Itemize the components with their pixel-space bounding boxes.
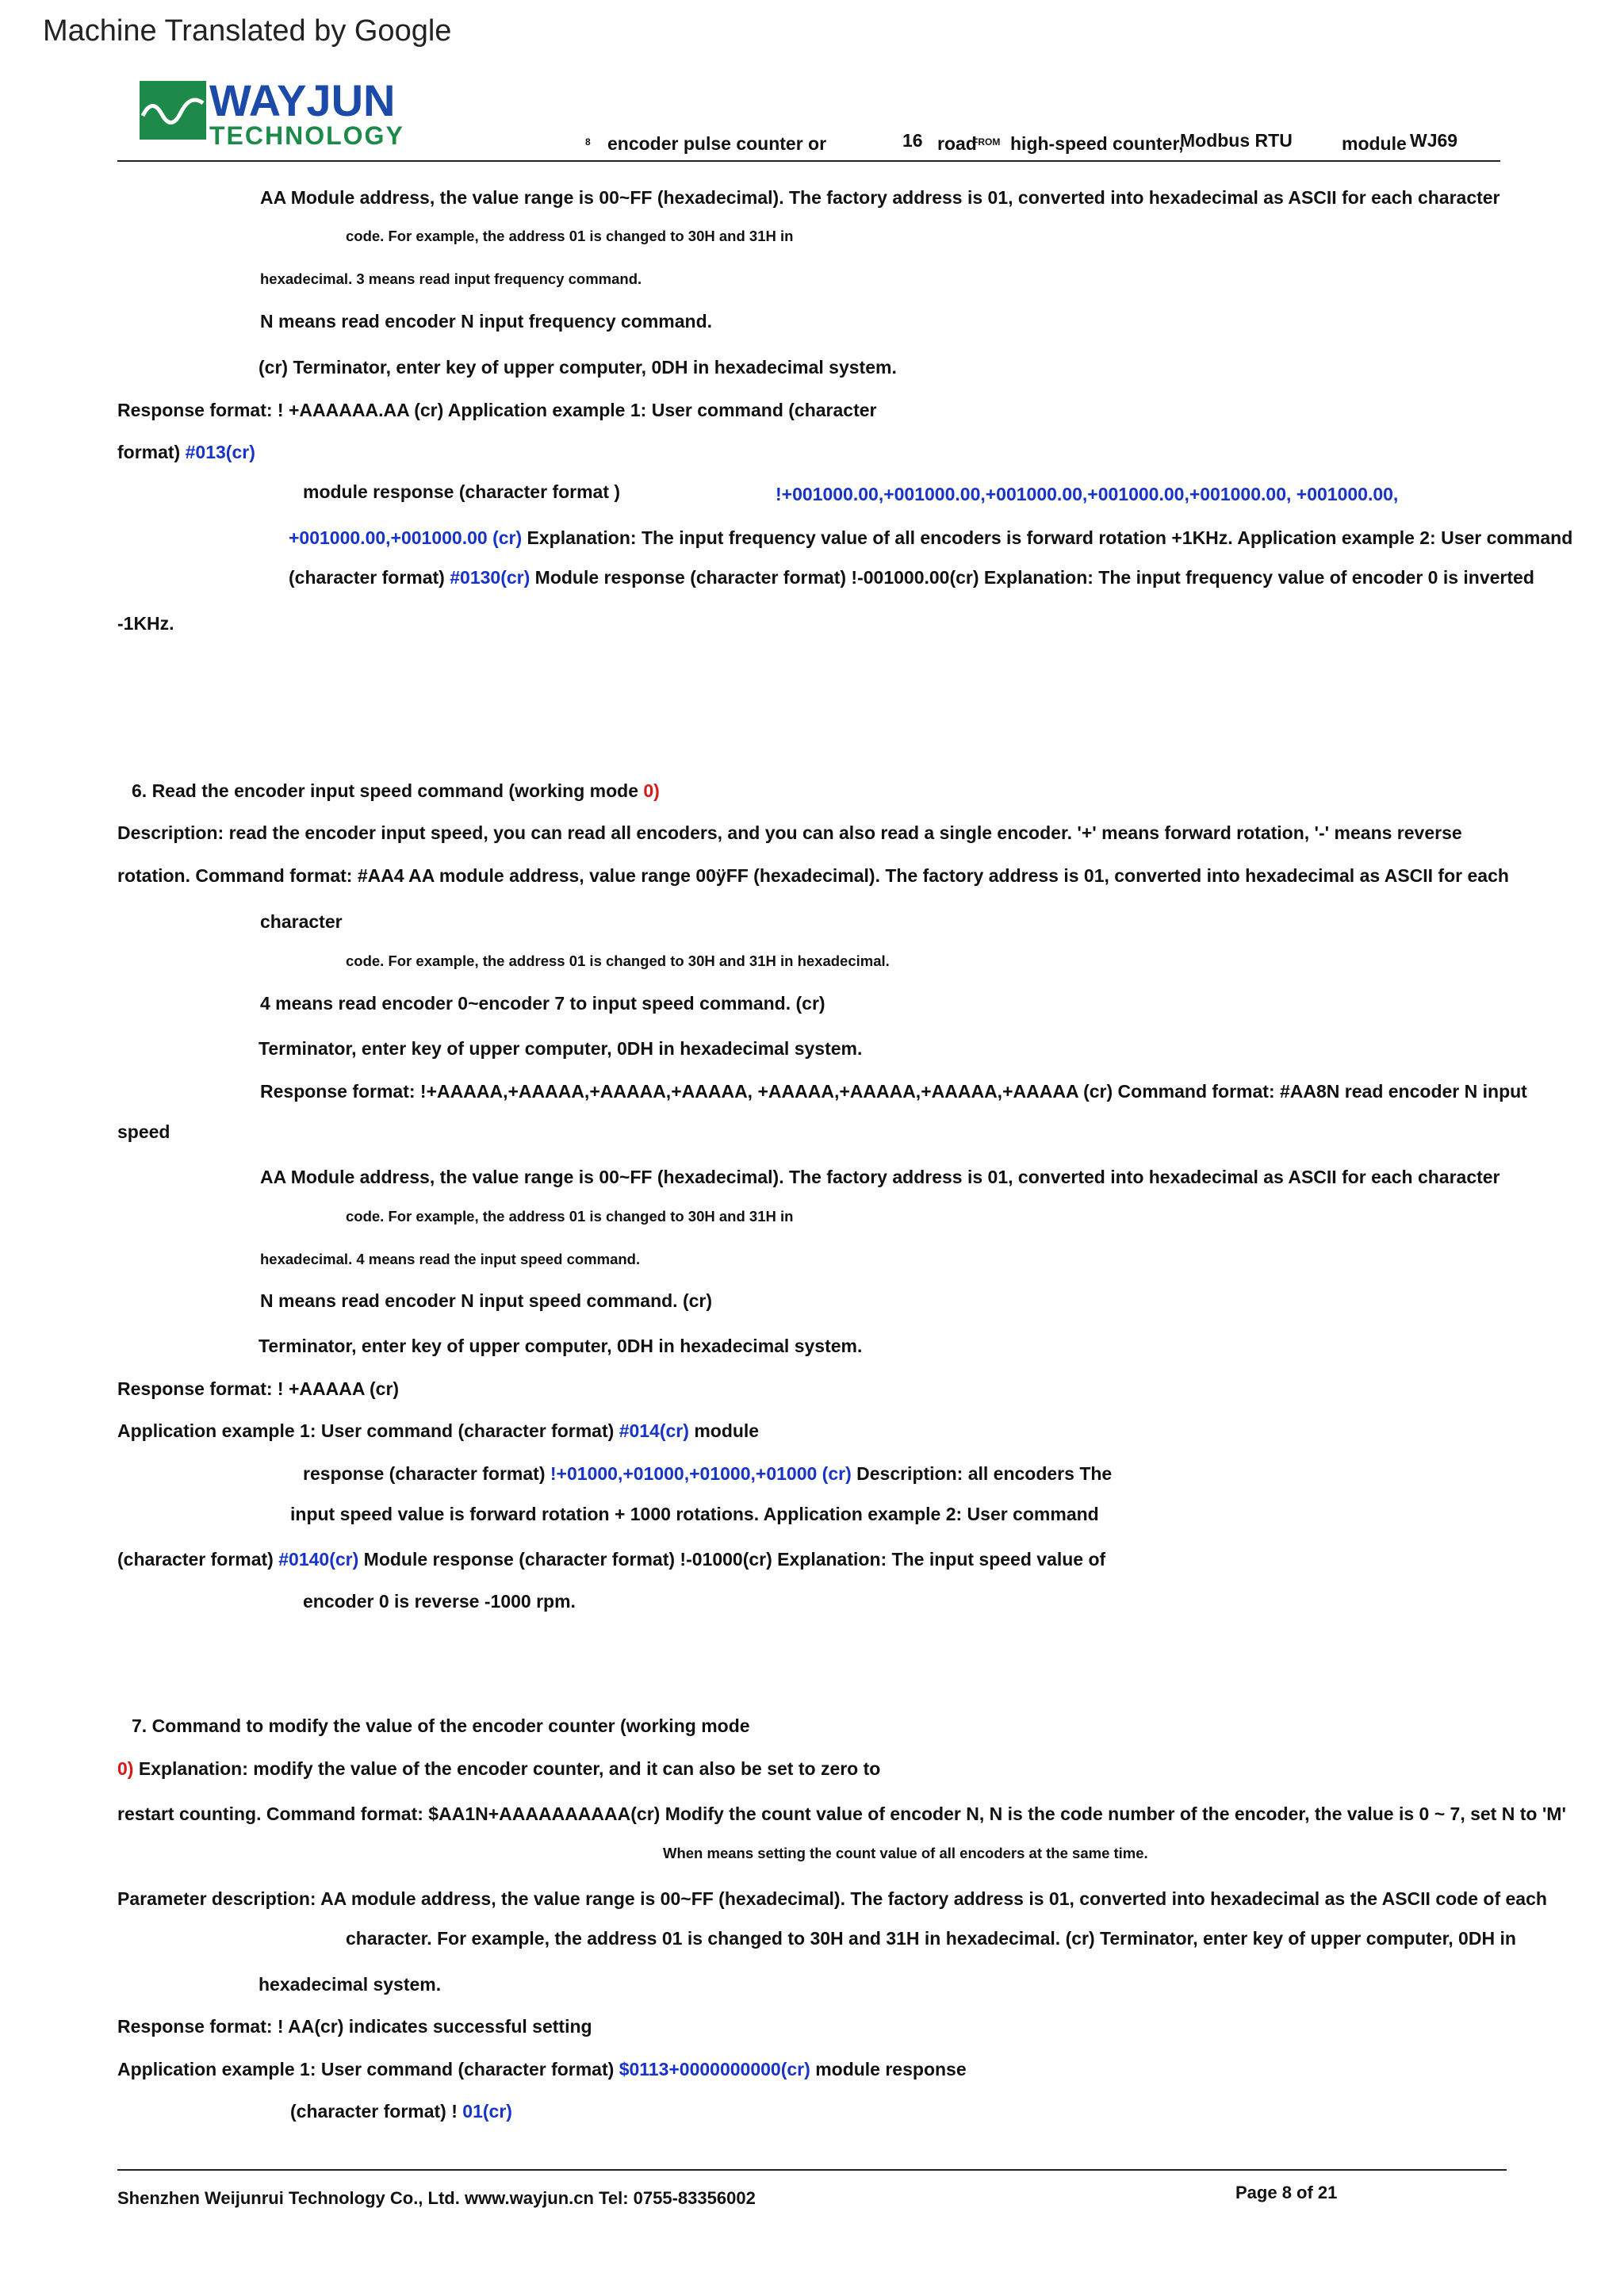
logo-name: WAYJUN [209,75,396,125]
logo-tagline: TECHNOLOGY [209,121,404,150]
text-line: Application example 1: User command (character format) $0113+0000000000(cr) module response [117,2059,967,2079]
text-line: Response format: ! +AAAAAA.AA (cr) Application example 1: User command (character [117,400,877,420]
text-line: input speed value is forward rotation + 1000 rotations. Application example 2: User command [290,1504,1099,1524]
text-line: code. For example, the address 01 is changed to 30H and 31H in hexadecimal. [346,953,890,969]
text-line: encoder 0 is reverse -1000 rpm. [303,1591,576,1612]
text-line: AA Module address, the value range is 00~FF (hexadecimal). The factory address is 01, converted into hexadecimal as ASCII for each character [260,1167,1500,1187]
section-heading: 6. Read the encoder input speed command (working mode 0) [132,780,660,801]
header-part: module [1342,133,1407,154]
text-line: speed [117,1121,170,1142]
text-line: code. For example, the address 01 is changed to 30H and 31H in [346,1208,794,1225]
footer-company: Shenzhen Weijunrui Technology Co., Ltd. www.wayjun.cn Tel: 0755-83356002 [117,2188,756,2208]
text-line: (character format) #0140(cr) Module response (character format) !-01000(cr) Explanation: The input speed value of [117,1549,1106,1570]
text-line: hexadecimal system. [259,1974,442,1995]
header-part: 16 [902,130,923,151]
footer-rule [117,2169,1507,2171]
text-line: 0) Explanation: modify the value of the encoder counter, and it can also be set to zero to [117,1758,881,1779]
text-line: +001000.00,+001000.00 (cr) Explanation: The input frequency value of all encoders is forward rotation +1KHz. Application example 2: User command [289,527,1573,548]
header-part: 8 [585,136,591,148]
header-part: high-speed counter, [1010,133,1184,154]
header-part: FROM [972,136,1001,148]
text-line: Parameter description: AA module address, the value range is 00~FF (hexadecimal). The factory address is 01, converted into hexadecimal as the ASCII code of each [117,1888,1547,1909]
header-rule [117,160,1500,162]
text-line: Description: read the encoder input speed, you can read all encoders, and you can also read a single encoder. '+' means forward rotation, '-' means reverse [117,822,1462,843]
header-part: WJ69 [1410,130,1458,151]
text-line: Response format: ! +AAAAA (cr) [117,1378,400,1399]
text-line: rotation. Command format: #AA4 AA module address, value range 00ÿFF (hexadecimal). The factory address is 01, converted into hexadecimal as ASCII for each [117,865,1509,886]
text-line: character [260,911,343,932]
section-heading: 7. Command to modify the value of the encoder counter (working mode [132,1715,750,1736]
text-line: response (character format) !+01000,+01000,+01000,+01000 (cr) Description: all encoders The [303,1463,1113,1484]
text-line: Terminator, enter key of upper computer, 0DH in hexadecimal system. [259,1038,863,1059]
header-part: Modbus RTU [1180,130,1293,151]
wayjun-logo [136,70,404,155]
text-line: -1KHz. [117,613,174,634]
text-line: code. For example, the address 01 is changed to 30H and 31H in [346,228,794,244]
header-part: road [937,133,977,154]
logo-graphic [136,70,404,155]
text-line: module response (character format ) [303,481,621,502]
text-line: hexadecimal. 3 means read input frequency command. [260,270,642,287]
text-line: Response format: ! AA(cr) indicates successful setting [117,2016,592,2037]
text-line: Application example 1: User command (character format) #014(cr) module [117,1420,760,1441]
machine-translated-banner: Machine Translated by Google [43,14,452,48]
text-line: !+001000.00,+001000.00,+001000.00,+001000.00,+001000.00, +001000.00, [776,484,1399,504]
text-line: format) #013(cr) [117,442,255,462]
text-line: hexadecimal. 4 means read the input speed command. [260,1251,641,1267]
text-line: N means read encoder N input frequency command. [260,311,713,332]
text-line: character. For example, the address 01 is changed to 30H and 31H in hexadecimal. (cr) Terminator, enter key of upper computer, 0DH in [346,1928,1516,1949]
text-line: AA Module address, the value range is 00~FF (hexadecimal). The factory address is 01, converted into hexadecimal as ASCII for each character [260,187,1500,208]
page-number: Page 8 of 21 [1235,2183,1338,2202]
text-line: (character format) #0130(cr) Module response (character format) !-001000.00(cr) Explanation: The input frequency value of encoder 0 is inverted [289,567,1534,588]
text-line: Response format: !+AAAAA,+AAAAA,+AAAAA,+AAAAA, +AAAAA,+AAAAA,+AAAAA,+AAAAA (cr) Command format: #AA8N read encoder N input [260,1081,1527,1102]
text-line: (character format) ! 01(cr) [290,2101,512,2122]
text-line: Terminator, enter key of upper computer, 0DH in hexadecimal system. [259,1336,863,1356]
text-line: 4 means read encoder 0~encoder 7 to input speed command. (cr) [260,993,825,1014]
header-part: encoder pulse counter or [607,133,827,154]
text-line: N means read encoder N input speed command. (cr) [260,1290,713,1311]
text-line: restart counting. Command format: $AA1N+AAAAAAAAAA(cr) Modify the count value of encoder N, N is the code number of the encoder, the value is 0 ~ 7, set N to 'M' [117,1803,1566,1824]
text-line: When means setting the count value of all encoders at the same time. [663,1845,1148,1861]
text-line: (cr) Terminator, enter key of upper computer, 0DH in hexadecimal system. [259,357,897,378]
